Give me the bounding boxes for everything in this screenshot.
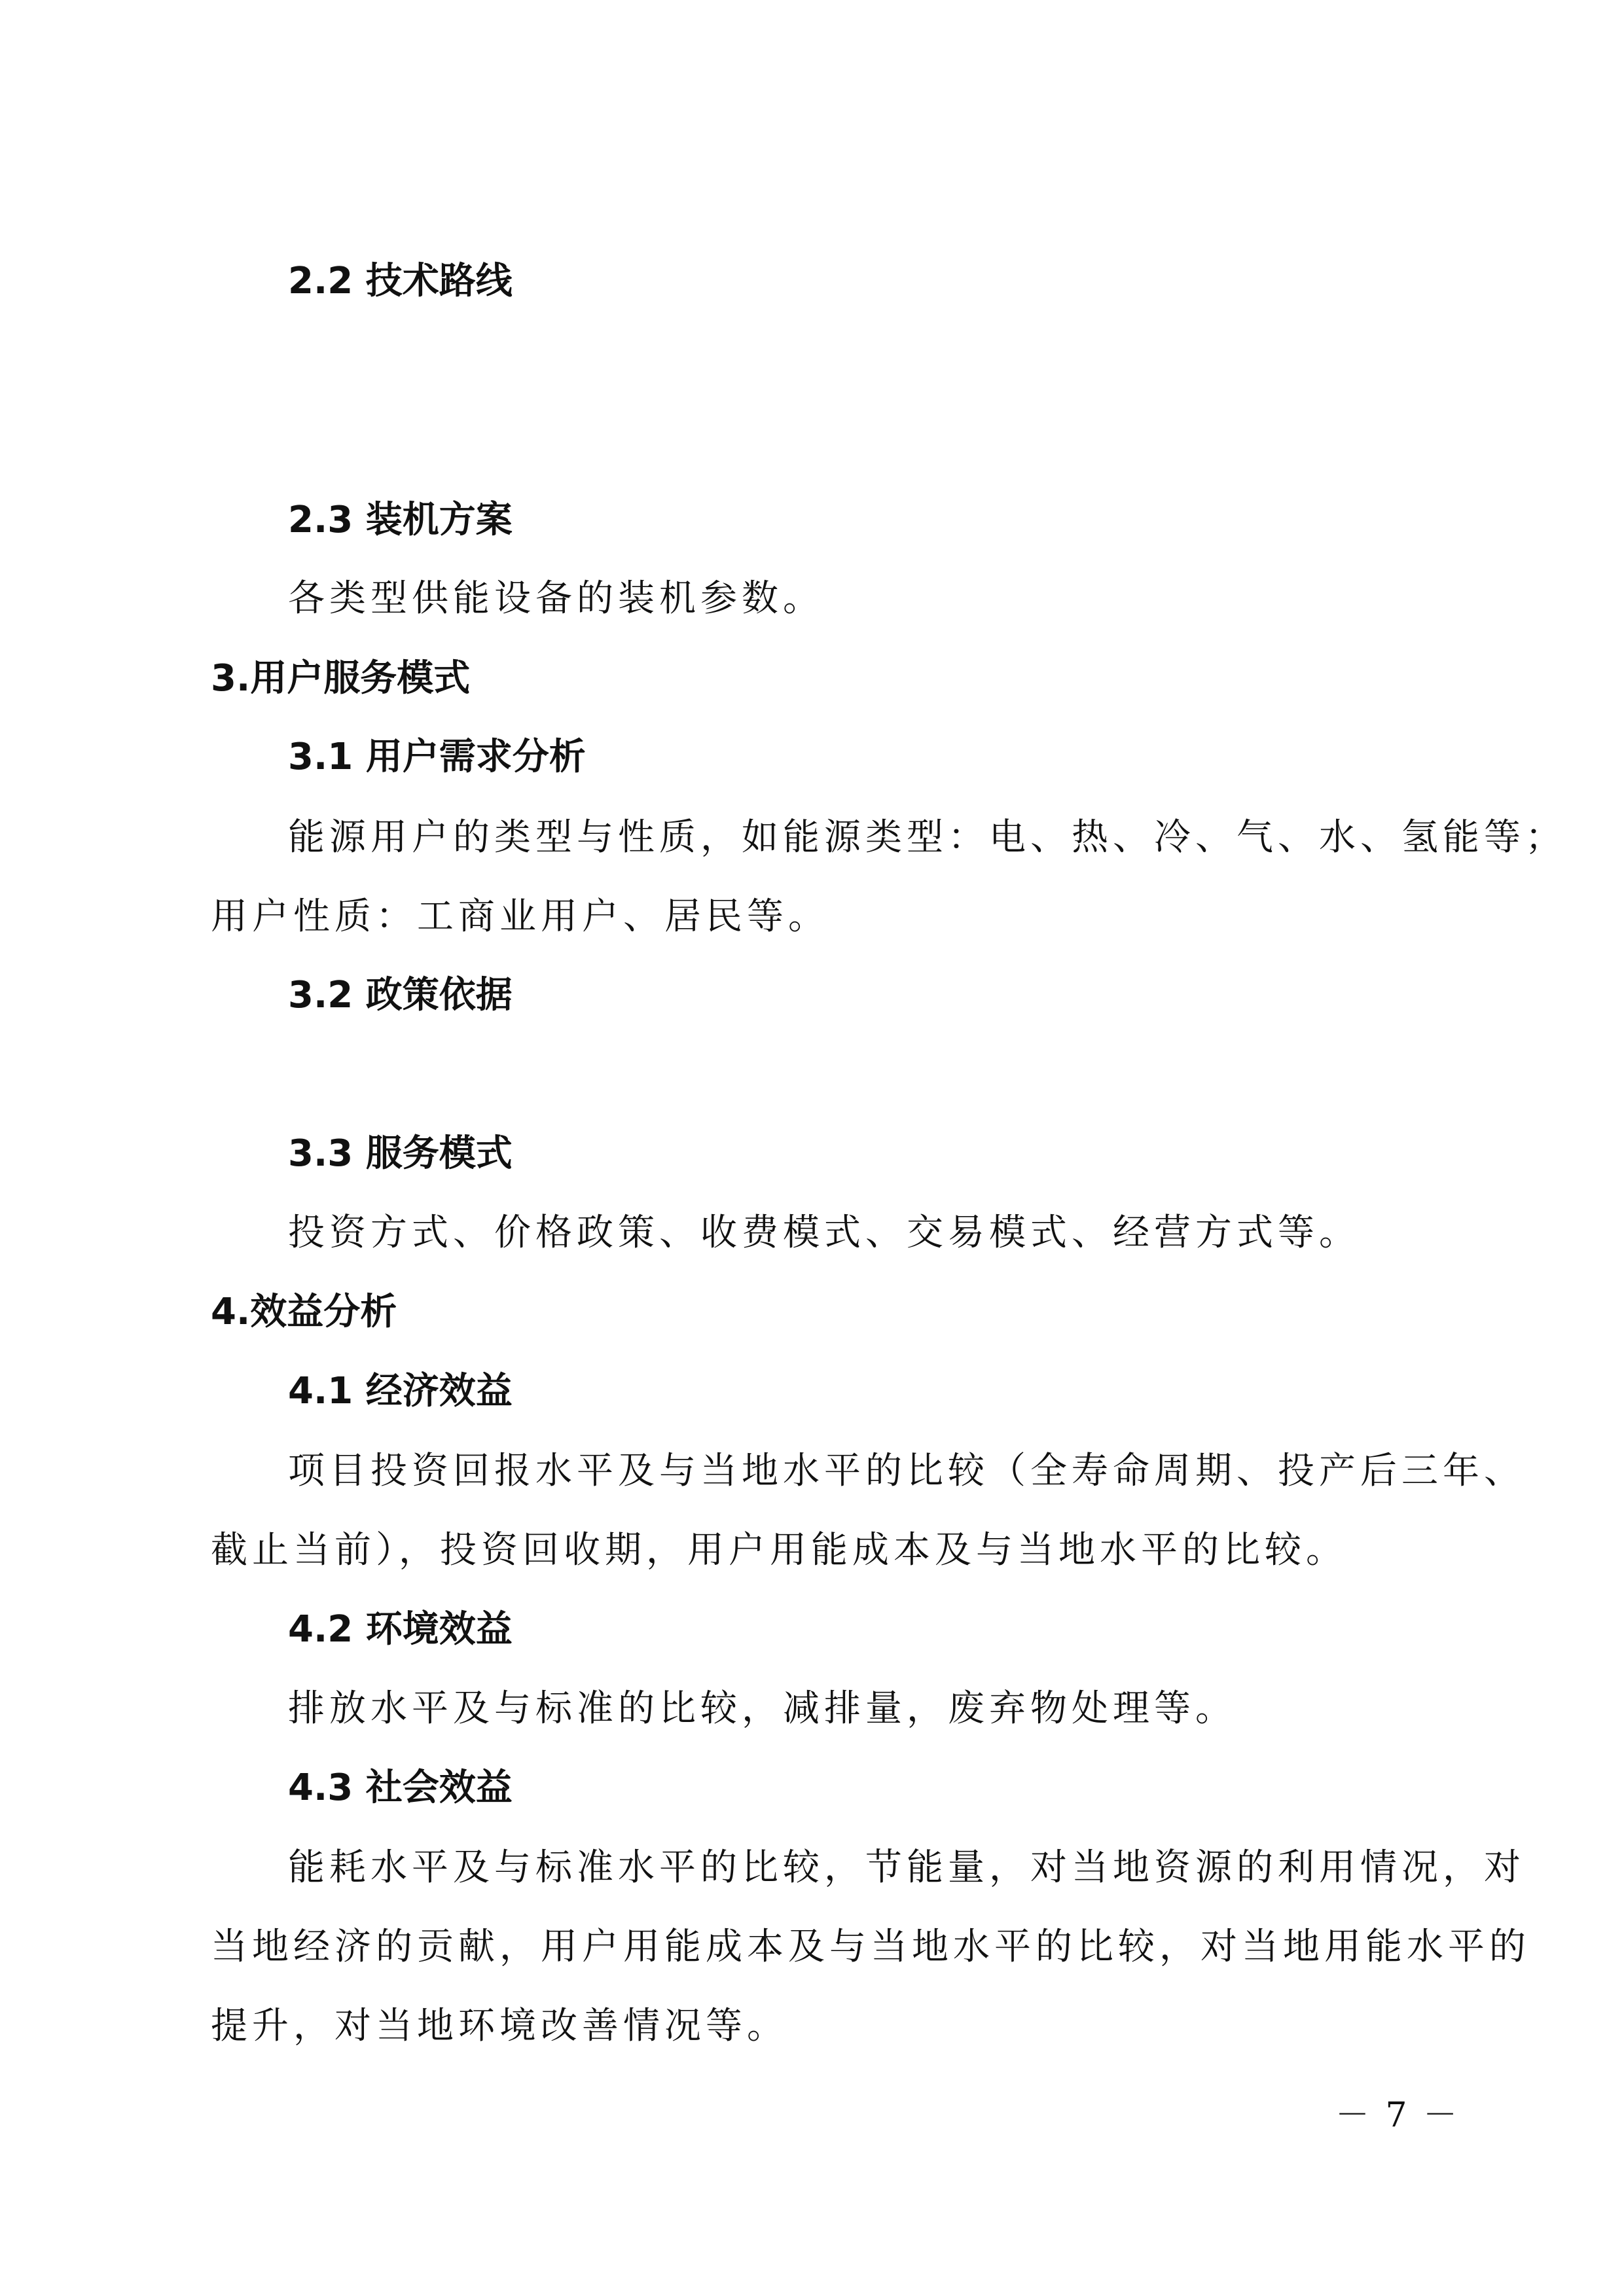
paragraph-4-3-line-2: 当地经济的贡献，用户用能成本及与当地水平的比较，对当地用能水平的 bbox=[211, 1926, 1530, 1968]
paragraph-2-3: 各类型供能设备的装机参数。 bbox=[288, 577, 824, 620]
heading-3-2: 3.2 政策依据 bbox=[288, 974, 513, 1016]
paragraph-4-3-line-3: 提升，对当地环境改善情况等。 bbox=[211, 2005, 788, 2047]
paragraph-3-3: 投资方式、价格政策、收费模式、交易模式、经营方式等。 bbox=[288, 1211, 1360, 1254]
paragraph-4-1-line-1: 项目投资回报水平及与当地水平的比较（全寿命周期、投产后三年、 bbox=[288, 1450, 1525, 1492]
heading-3-3: 3.3 服务模式 bbox=[288, 1132, 513, 1175]
paragraph-4-3-line-1: 能耗水平及与标准水平的比较，节能量，对当地资源的利用情况，对 bbox=[288, 1846, 1525, 1889]
paragraph-4-1-line-2: 截止当前），投资回收期，用户用能成本及与当地水平的比较。 bbox=[211, 1529, 1347, 1571]
paragraph-3-1-line-2: 用户性质：工商业用户、居民等。 bbox=[211, 895, 829, 938]
heading-4-1: 4.1 经济效益 bbox=[288, 1370, 513, 1412]
heading-3: 3.用户服务模式 bbox=[211, 657, 471, 700]
heading-4-2: 4.2 环境效益 bbox=[288, 1608, 513, 1651]
heading-4: 4.效益分析 bbox=[211, 1291, 397, 1333]
paragraph-3-1-line-1: 能源用户的类型与性质，如能源类型：电、热、冷、气、水、氢能等； bbox=[288, 816, 1566, 859]
heading-4-3: 4.3 社会效益 bbox=[288, 1767, 513, 1809]
heading-2-3: 2.3 装机方案 bbox=[288, 499, 513, 541]
paragraph-4-2: 排放水平及与标准的比较，减排量，废弃物处理等。 bbox=[288, 1687, 1236, 1730]
heading-2-2: 2.2 技术路线 bbox=[288, 260, 513, 302]
page-number: － 7 － bbox=[1335, 2096, 1460, 2135]
heading-3-1: 3.1 用户需求分析 bbox=[288, 736, 586, 778]
